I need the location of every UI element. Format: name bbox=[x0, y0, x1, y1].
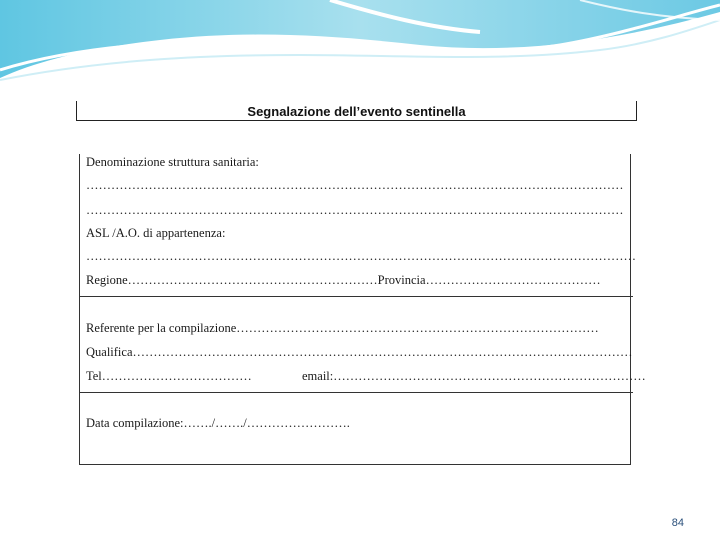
regione-provincia-line: Regione……………………………………………………Provincia…………………………………… bbox=[86, 273, 601, 287]
data-compilazione-line: Data compilazione:……./……./……………………. bbox=[86, 416, 350, 430]
denominazione-dots-1: ………………………………………………………………………………………………………………… bbox=[86, 178, 624, 192]
form-title: Segnalazione dell’evento sentinella bbox=[247, 104, 466, 119]
referente-line: Referente per la compilazione…………………………………………………………………………… bbox=[86, 321, 599, 335]
asl-label: ASL /A.O. di appartenenza: bbox=[86, 226, 226, 240]
denominazione-label: Denominazione struttura sanitaria: bbox=[86, 155, 259, 169]
decorative-wave-banner bbox=[0, 0, 720, 90]
tel-line: Tel……………………………… bbox=[86, 369, 252, 383]
asl-dots: …………………………………………………………………………………………………………………… bbox=[86, 249, 636, 263]
qualifica-line: Qualifica………………………………………………………………………………………………………… bbox=[86, 345, 633, 359]
section-separator-1 bbox=[79, 296, 633, 297]
denominazione-dots-2: ………………………………………………………………………………………………………………… bbox=[86, 203, 624, 217]
section-separator-2 bbox=[79, 392, 633, 393]
form-title-box bbox=[76, 101, 637, 121]
report-form bbox=[79, 154, 646, 465]
page-number: 84 bbox=[671, 517, 684, 529]
email-line: email:………………………………………………………………… bbox=[302, 369, 646, 383]
